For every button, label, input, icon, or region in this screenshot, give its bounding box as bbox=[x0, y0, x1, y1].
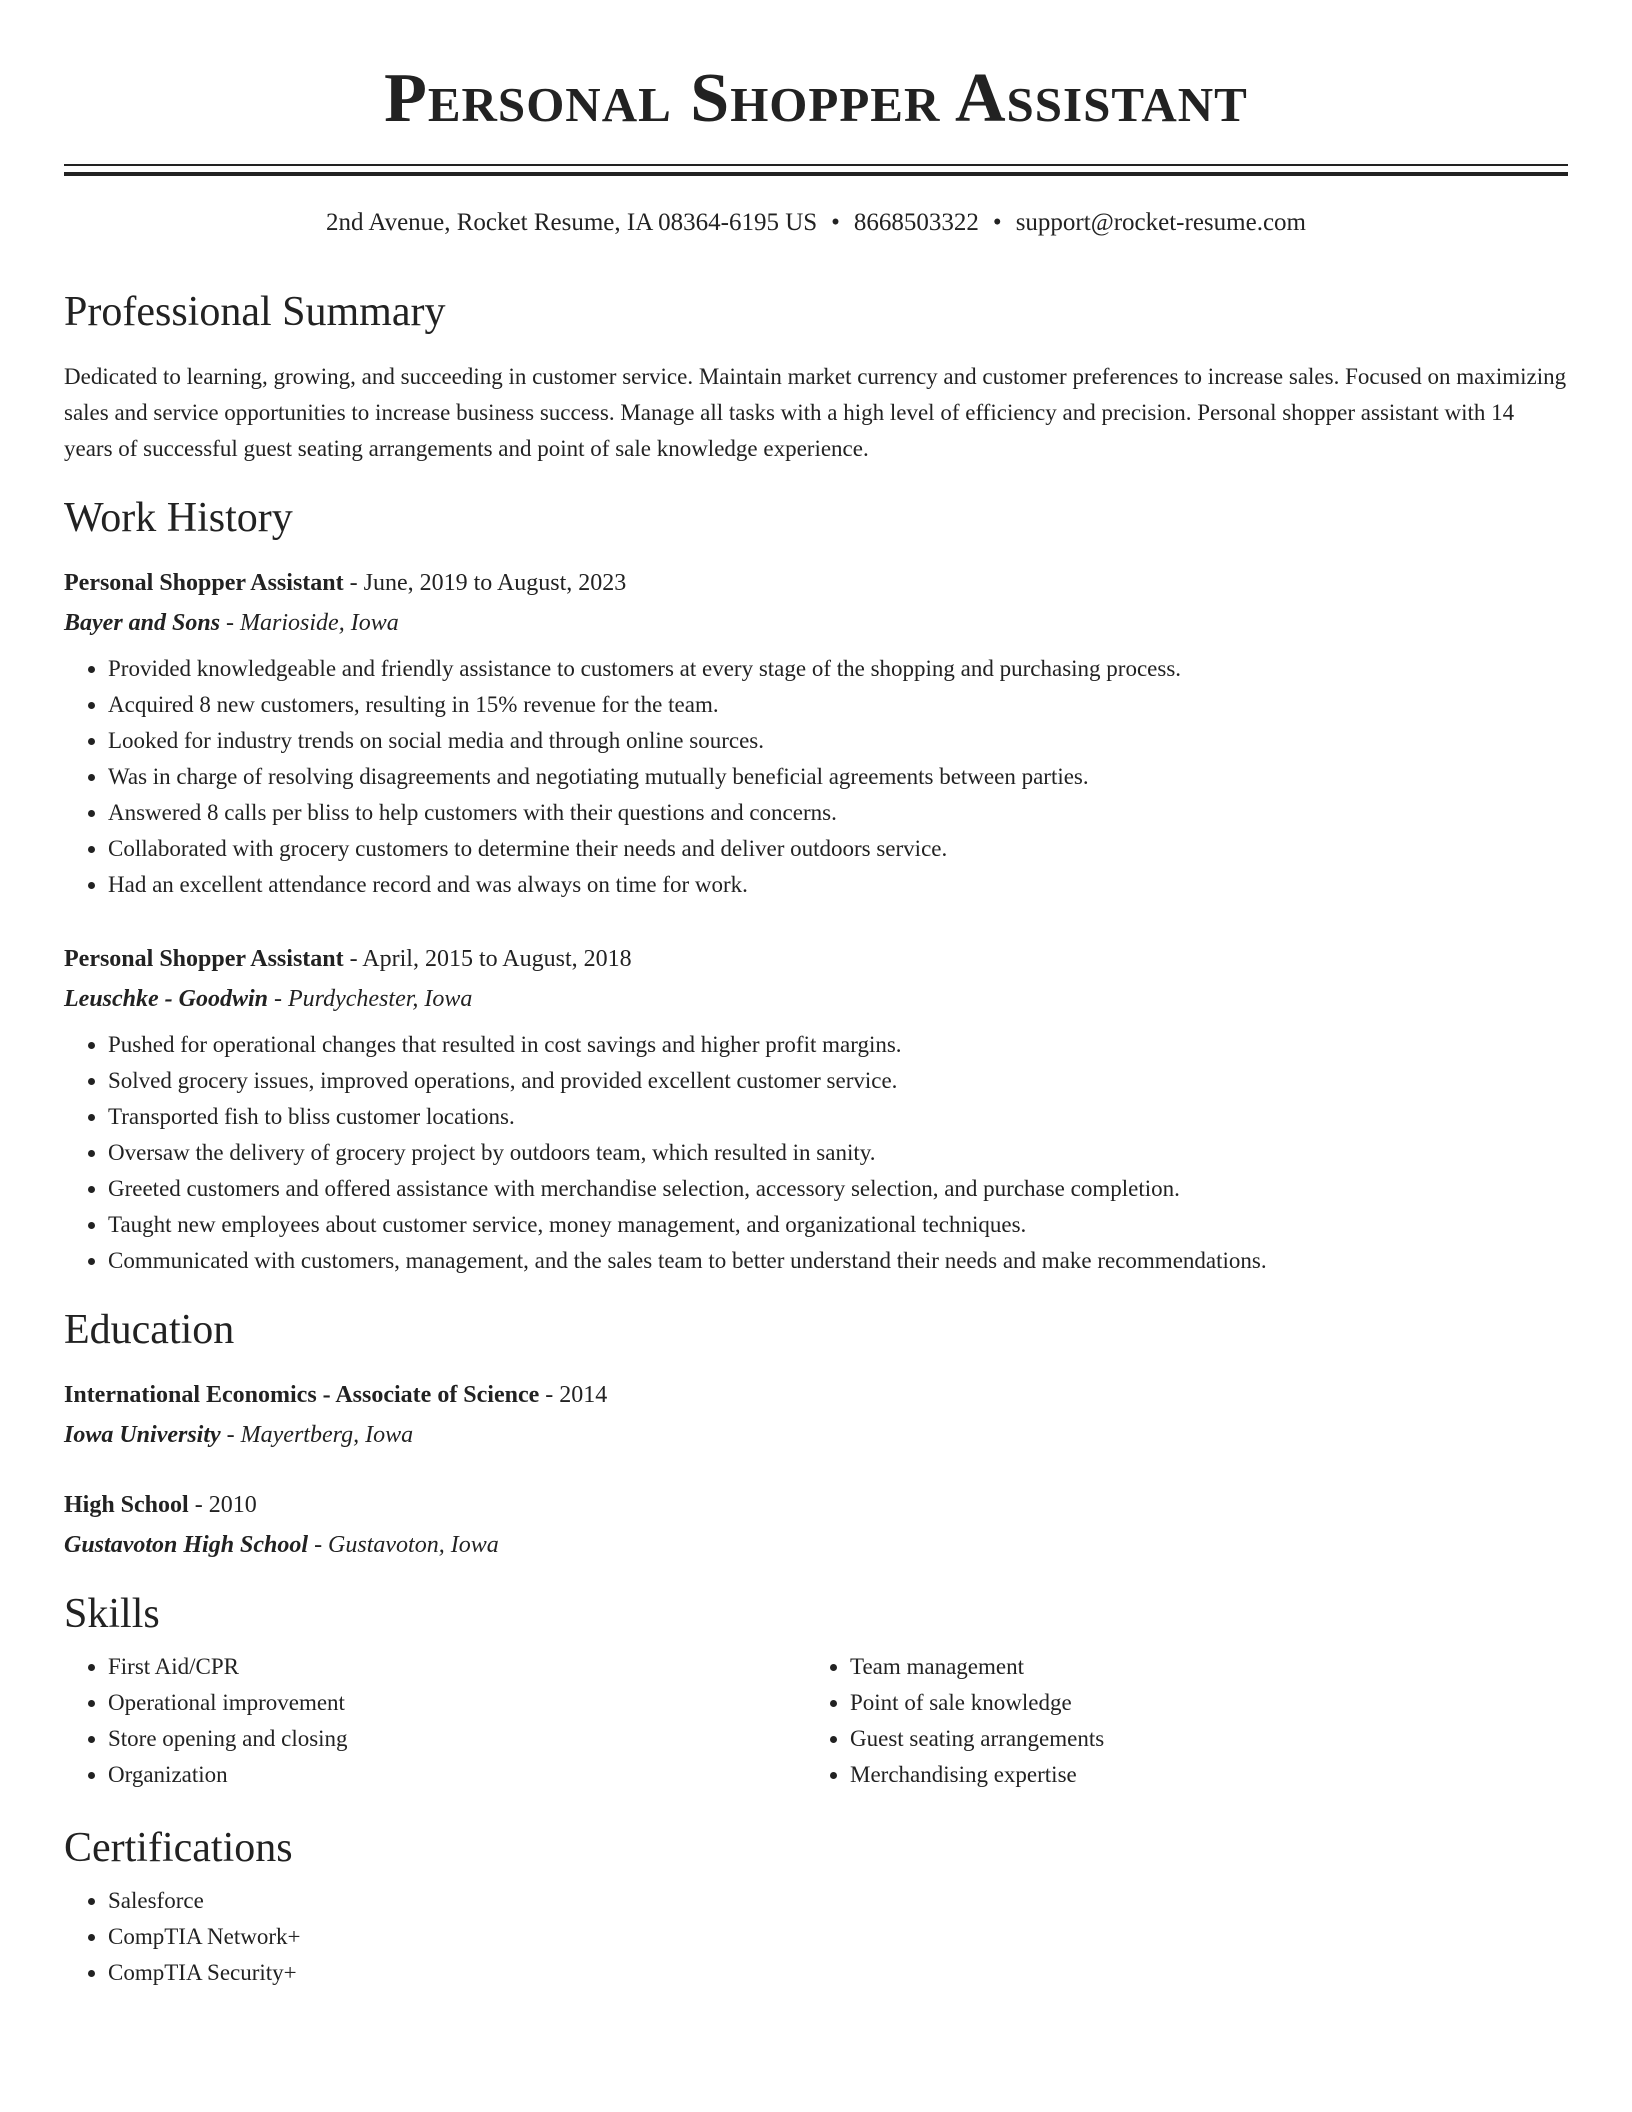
education-entry bbox=[64, 1491, 1568, 1559]
skills-list bbox=[64, 1649, 806, 1793]
education-degree-line bbox=[64, 1381, 1568, 1409]
contact-address: 2nd Avenue, Rocket Resume, IA 08364-6195 US bbox=[326, 209, 818, 236]
education-school: Gustavoton High School bbox=[64, 1532, 309, 1558]
job-bullets bbox=[64, 1027, 1568, 1279]
section-heading-skills: Skills bbox=[64, 1591, 160, 1637]
job-location: - Marioside, Iowa bbox=[220, 610, 399, 636]
job-bullet: • Transported fish to bliss customer locations. bbox=[108, 1099, 1568, 1135]
job-bullet: • Greeted customers and offered assistance with merchandise selection, accessory selection, and purchase completion. bbox=[108, 1171, 1568, 1207]
skills-column-left bbox=[64, 1649, 806, 1793]
job-dates: - April, 2015 to August, 2018 bbox=[343, 946, 632, 972]
job-dates: - June, 2019 to August, 2023 bbox=[343, 570, 627, 596]
education-year: - 2010 bbox=[188, 1492, 257, 1518]
education-degree: International Economics - Associate of Science bbox=[64, 1382, 540, 1408]
job-bullet: • Was in charge of resolving disagreements and negotiating mutually beneficial agreements between parties. bbox=[108, 759, 1568, 795]
section-heading-certifications: Certifications bbox=[64, 1825, 293, 1871]
skills-list bbox=[806, 1649, 1548, 1793]
section-heading-education: Education bbox=[64, 1307, 235, 1353]
job-bullet: • Looked for industry trends on social media and through online sources. bbox=[108, 723, 1568, 759]
skill-item: • Guest seating arrangements bbox=[850, 1721, 1548, 1757]
resume-name: Personal Shopper Assistant bbox=[384, 60, 1248, 137]
skill-item: • First Aid/CPR bbox=[108, 1649, 806, 1685]
summary-text: Dedicated to learning, growing, and succeeding in customer service. Maintain market currency and customer preferences to increase sales. Focused on maximizing sales and service opportunities to increase business success. Manage all tasks with a high level of efficiency and precision. Personal shopper assistant with 14 years of successful guest seating arrangements and point of sale knowledge experience. bbox=[64, 364, 1567, 461]
job-role-line bbox=[64, 945, 1568, 973]
skill-item: • Team management bbox=[850, 1649, 1548, 1685]
job-entry bbox=[64, 569, 1568, 903]
job-bullet: • Answered 8 calls per bliss to help customers with their questions and concerns. bbox=[108, 795, 1568, 831]
job-bullet: • Had an excellent attendance record and was always on time for work. bbox=[108, 867, 1568, 903]
header-rule-thin bbox=[64, 164, 1568, 166]
job-bullet: • Pushed for operational changes that resulted in cost savings and higher profit margins. bbox=[108, 1027, 1568, 1063]
job-company: Bayer and Sons bbox=[64, 610, 221, 636]
section-heading-work: Work History bbox=[64, 495, 293, 541]
job-company: Leuschke - Goodwin bbox=[64, 986, 268, 1012]
education-location: - Gustavoton, Iowa bbox=[308, 1532, 499, 1558]
education-school-line bbox=[64, 1421, 1568, 1449]
skill-item: • Organization bbox=[108, 1757, 806, 1793]
certification-item: • Salesforce bbox=[108, 1883, 1568, 1919]
certification-item: • CompTIA Security+ bbox=[108, 1955, 1568, 1991]
skill-item: • Store opening and closing bbox=[108, 1721, 806, 1757]
certifications-list bbox=[64, 1883, 1568, 1991]
education-entry bbox=[64, 1381, 1568, 1449]
section-heading-summary: Professional Summary bbox=[64, 289, 446, 335]
certification-item: • CompTIA Network+ bbox=[108, 1919, 1568, 1955]
education-degree: High School bbox=[64, 1492, 189, 1518]
skill-item: • Point of sale knowledge bbox=[850, 1685, 1548, 1721]
job-bullet: • Collaborated with grocery customers to determine their needs and deliver outdoors service. bbox=[108, 831, 1568, 867]
job-bullet: • Acquired 8 new customers, resulting in 15% revenue for the team. bbox=[108, 687, 1568, 723]
job-bullet: • Oversaw the delivery of grocery project by outdoors team, which resulted in sanity. bbox=[108, 1135, 1568, 1171]
job-location: - Purdychester, Iowa bbox=[268, 986, 473, 1012]
job-title: Personal Shopper Assistant bbox=[64, 946, 344, 972]
job-company-line bbox=[64, 609, 1568, 637]
job-bullet: • Solved grocery issues, improved operations, and provided excellent customer service. bbox=[108, 1063, 1568, 1099]
skills-column-right bbox=[806, 1649, 1548, 1793]
job-bullet: • Communicated with customers, management, and the sales team to better understand their needs and make recommendations. bbox=[108, 1243, 1568, 1279]
education-location: - Mayertberg, Iowa bbox=[220, 1422, 414, 1448]
header-rule-thick bbox=[64, 172, 1568, 176]
contact-separator: • bbox=[992, 209, 1002, 236]
contact-line bbox=[64, 210, 1568, 235]
contact-phone: 8668503322 bbox=[853, 209, 979, 236]
contact-email: support@rocket-resume.com bbox=[1015, 209, 1306, 236]
contact-separator: • bbox=[831, 209, 840, 236]
education-year: - 2014 bbox=[539, 1382, 608, 1408]
job-title: Personal Shopper Assistant bbox=[64, 570, 344, 596]
job-entry bbox=[64, 945, 1568, 1279]
education-school: Iowa University bbox=[64, 1422, 221, 1448]
skill-item: • Merchandising expertise bbox=[850, 1757, 1548, 1793]
job-company-line bbox=[64, 985, 1568, 1013]
skill-item: • Operational improvement bbox=[108, 1685, 806, 1721]
education-school-line bbox=[64, 1531, 1568, 1559]
skills-grid bbox=[64, 1649, 1568, 1793]
education-degree-line bbox=[64, 1491, 1568, 1519]
job-bullet: • Taught new employees about customer service, money management, and organizational techniques. bbox=[108, 1207, 1568, 1243]
job-bullets bbox=[64, 651, 1568, 903]
job-bullet: • Provided knowledgeable and friendly assistance to customers at every stage of the shopping and purchasing process. bbox=[108, 651, 1568, 687]
job-role-line bbox=[64, 569, 1568, 597]
